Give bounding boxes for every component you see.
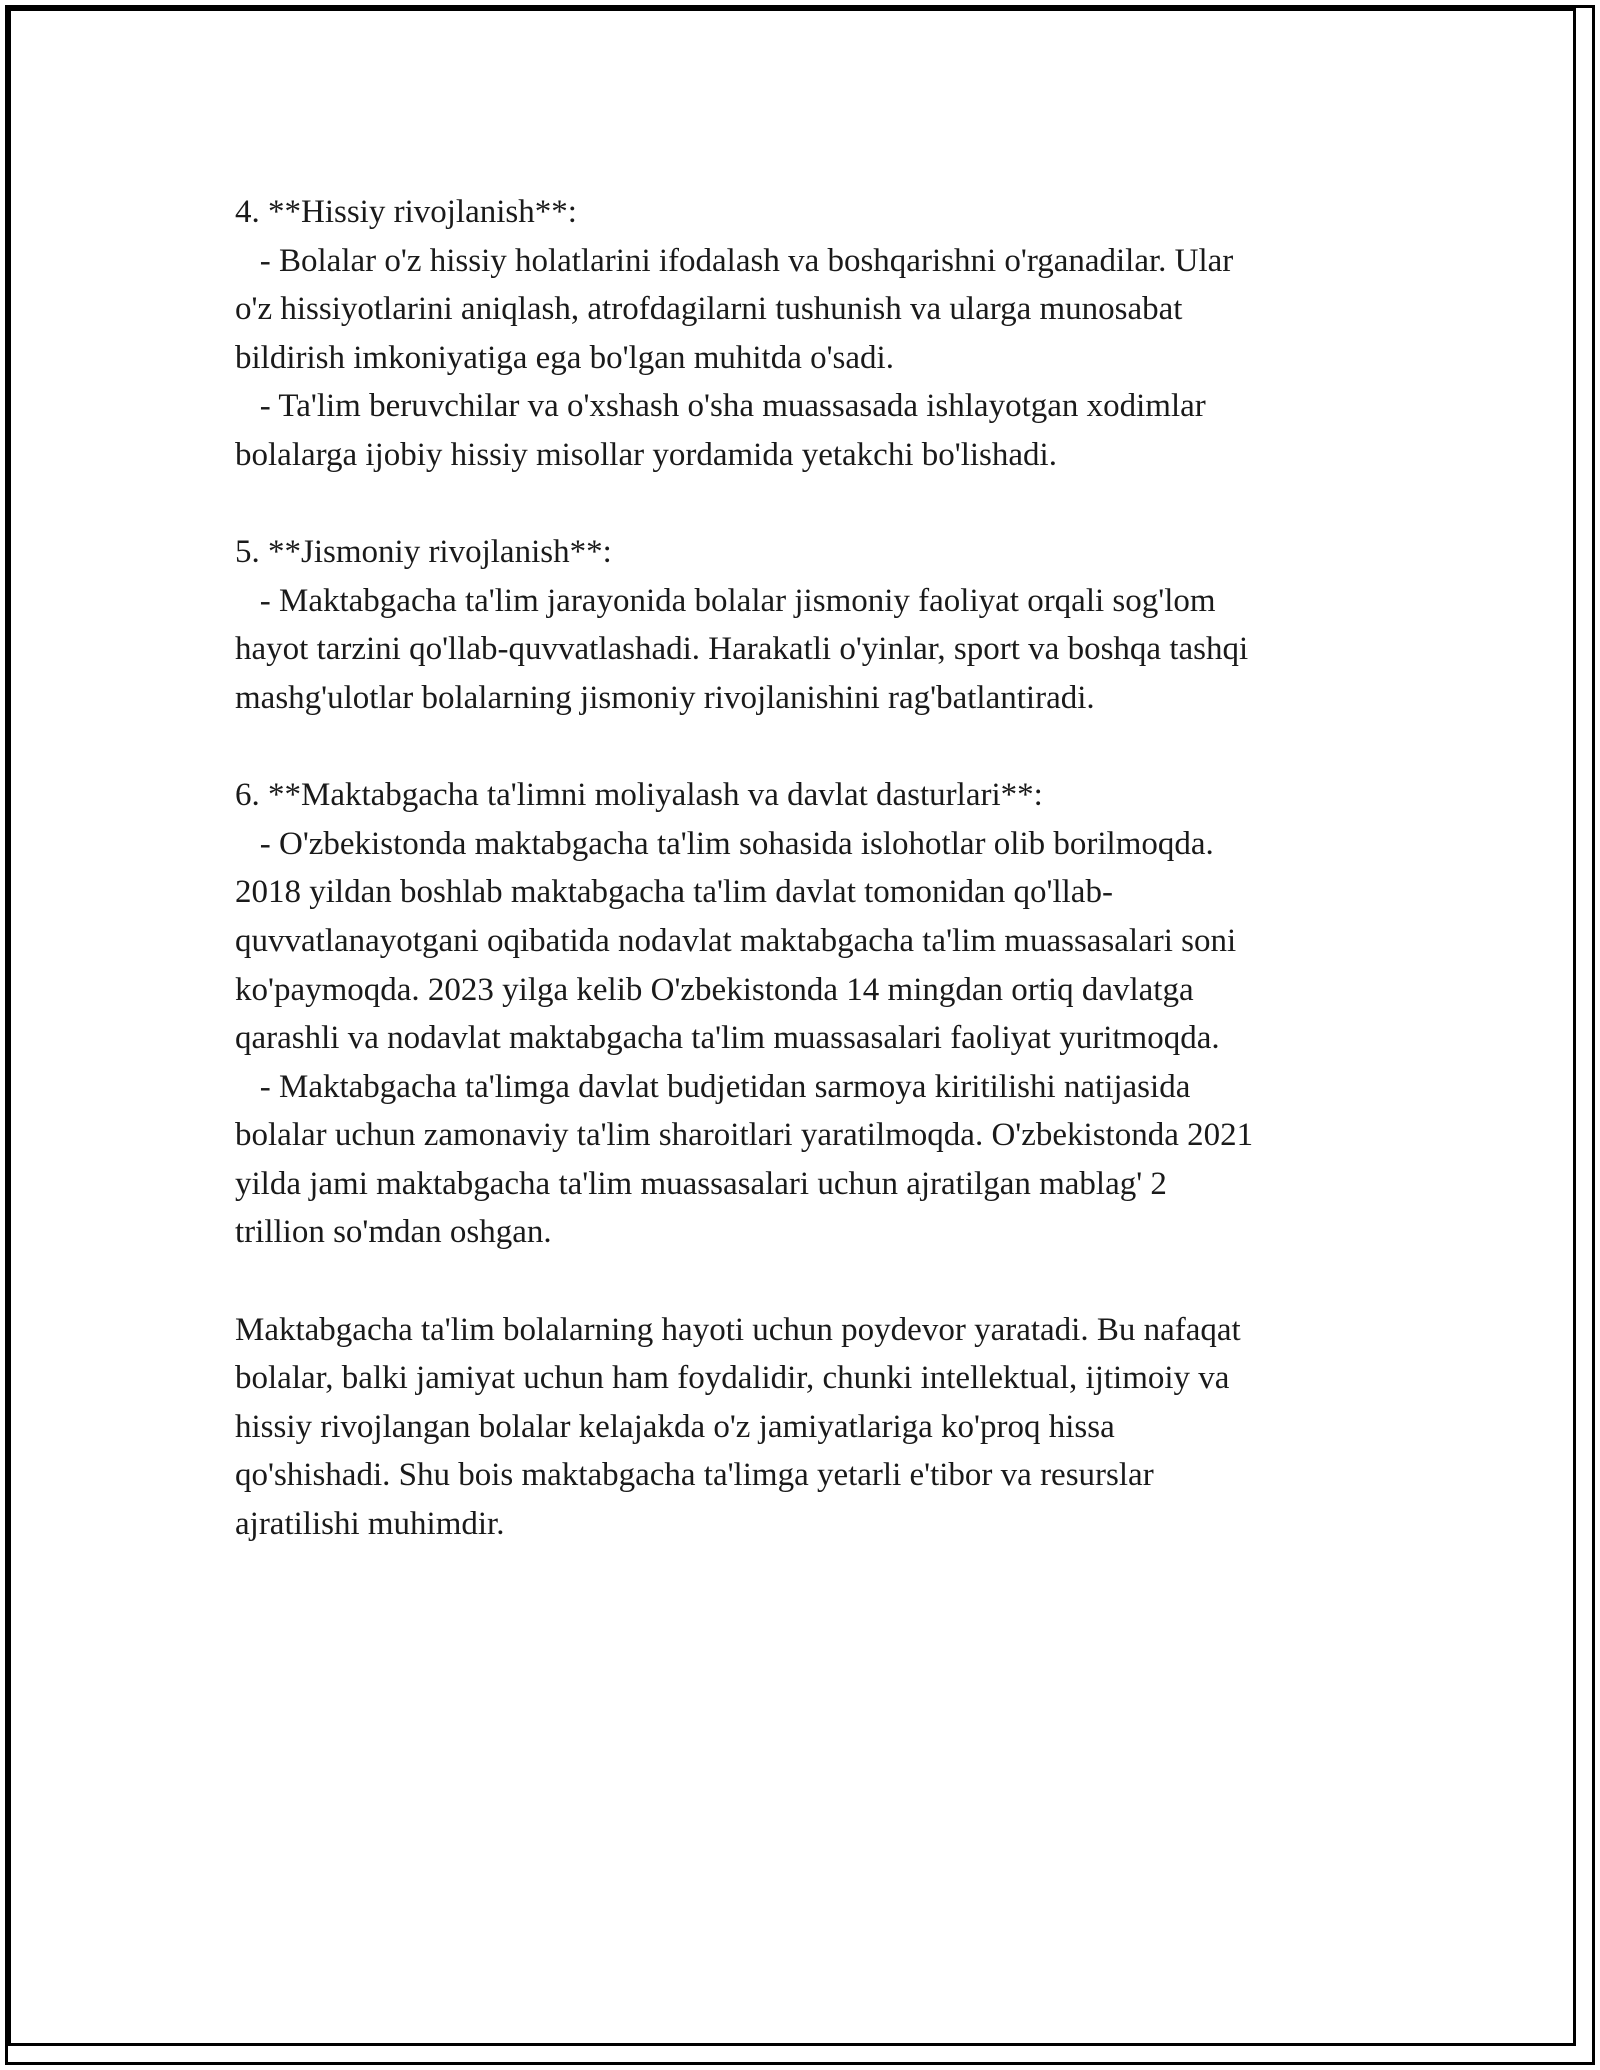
section-emotional-development bbox=[235, 188, 1385, 480]
paragraph-line: qarashli va nodavlat maktabgacha ta'lim muassasalari faoliyat yuritmoqda. bbox=[235, 1020, 1220, 1057]
paragraph-line: mashg'ulotlar bolalarning jismoniy rivojlanishini rag'batlantiradi. bbox=[235, 679, 1095, 716]
section-heading: 5. **Jismoniy rivojlanish**: bbox=[235, 534, 612, 571]
section-conclusion bbox=[235, 1306, 1385, 1549]
paragraph-line: quvvatlanayotgani oqibatida nodavlat maktabgacha ta'lim muassasalari soni bbox=[235, 922, 1237, 959]
paragraph-line: bolalar, balki jamiyat uchun ham foydalidir, chunki intellektual, ijtimoiy va bbox=[235, 1360, 1230, 1397]
paragraph-line: - O'zbekistonda maktabgacha ta'lim sohasida islohotlar olib borilmoqda. bbox=[235, 825, 1214, 862]
paragraph-line: - Maktabgacha ta'limga davlat budjetidan sarmoya kiritilishi natijasida bbox=[235, 1068, 1191, 1105]
section-funding-programs bbox=[235, 771, 1385, 1257]
paragraph-line: hayot tarzini qo'llab-quvvatlashadi. Harakatli o'yinlar, sport va boshqa tashqi bbox=[235, 631, 1249, 668]
paragraph-line: qo'shishadi. Shu bois maktabgacha ta'limga yetarli e'tibor va resurslar bbox=[235, 1457, 1154, 1494]
paragraph-line: - Ta'lim beruvchilar va o'xshash o'sha muassasada ishlayotgan xodimlar bbox=[235, 388, 1206, 425]
paragraph-line: ko'paymoqda. 2023 yilga kelib O'zbekistonda 14 mingdan ortiq davlatga bbox=[235, 971, 1194, 1008]
paragraph-line: - Bolalar o'z hissiy holatlarini ifodalash va boshqarishni o'rganadilar. Ular bbox=[235, 242, 1234, 279]
paragraph-line: - Maktabgacha ta'lim jarayonida bolalar jismoniy faoliyat orqali sog'lom bbox=[235, 582, 1216, 619]
paragraph-line: 2018 yildan boshlab maktabgacha ta'lim davlat tomonidan qo'llab- bbox=[235, 874, 1113, 911]
document-body bbox=[235, 188, 1385, 1597]
paragraph-line: o'z hissiyotlarini aniqlash, atrofdagilarni tushunish va ularga munosabat bbox=[235, 291, 1183, 328]
paragraph-line: ajratilishi muhimdir. bbox=[235, 1506, 505, 1543]
paragraph-line: bildirish imkoniyatiga ega bo'lgan muhitda o'sadi. bbox=[235, 339, 894, 376]
section-heading: 6. **Maktabgacha ta'limni moliyalash va davlat dasturlari**: bbox=[235, 777, 1043, 814]
section-physical-development bbox=[235, 528, 1385, 722]
section-heading: 4. **Hissiy rivojlanish**: bbox=[235, 194, 577, 230]
paragraph-line: yilda jami maktabgacha ta'lim muassasalari uchun ajratilgan mablag' 2 bbox=[235, 1165, 1167, 1202]
paragraph-line: trillion so'mdan oshgan. bbox=[235, 1214, 552, 1251]
paragraph-line: Maktabgacha ta'lim bolalarning hayoti uchun poydevor yaratadi. Bu nafaqat bbox=[235, 1311, 1241, 1348]
paragraph-line: bolalar uchun zamonaviy ta'lim sharoitlari yaratilmoqda. O'zbekistonda 2021 bbox=[235, 1117, 1254, 1154]
paragraph-line: bolalarga ijobiy hissiy misollar yordamida yetakchi bo'lishadi. bbox=[235, 436, 1057, 473]
paragraph-line: hissiy rivojlangan bolalar kelajakda o'z jamiyatlariga ko'proq hissa bbox=[235, 1408, 1115, 1445]
